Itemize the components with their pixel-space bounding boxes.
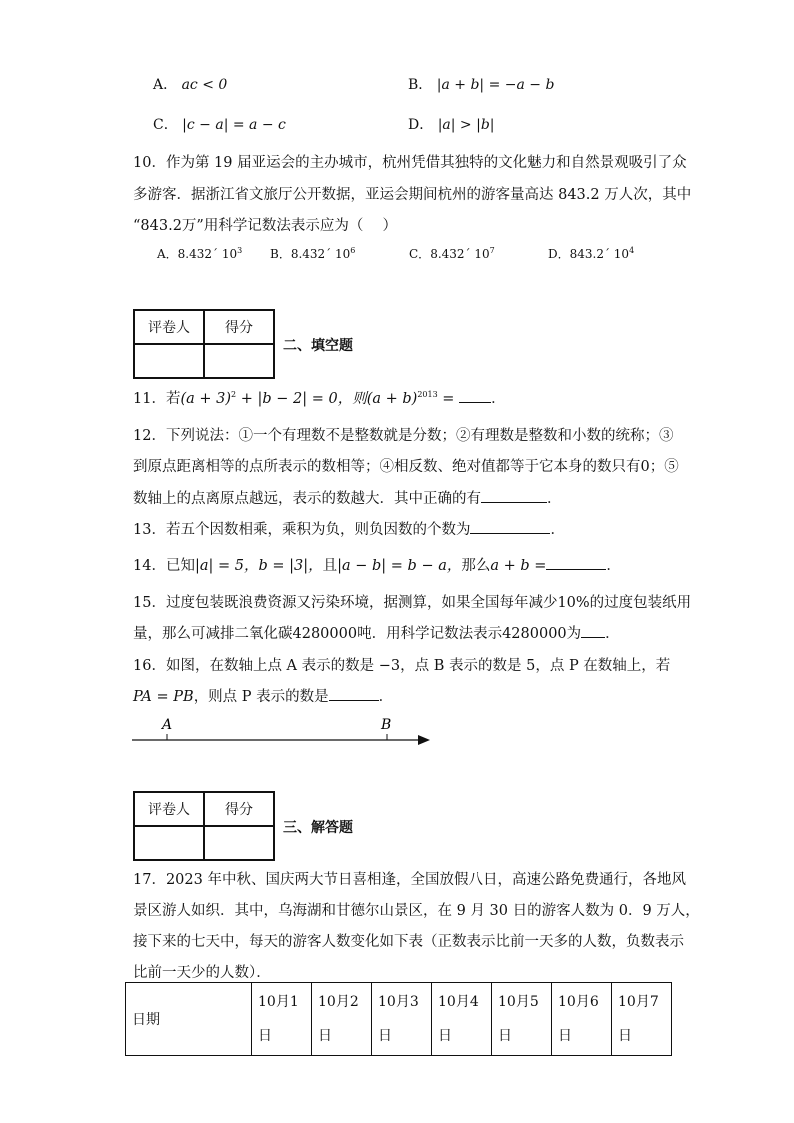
table-header-date: 日期 <box>126 983 252 1056</box>
q12-line1: 12．下列说法：①一个有理数不是整数就是分数；②有理数是整数和小数的统称；③ <box>133 428 674 444</box>
option-exp: 6 <box>350 246 356 255</box>
q11-expr2: + |b − 2| = 0，则 <box>236 391 367 407</box>
option-base: 8.432´ 10 <box>430 247 490 261</box>
q10-line3: “843.2万”用科学记数法表示应为（ ） <box>133 218 397 234</box>
q12-line3-text: 数轴上的点离原点越远，表示的数越大．其中正确的有 <box>133 491 481 507</box>
table-cell-date <box>252 983 312 1056</box>
date-bottom: 日 <box>438 1028 452 1044</box>
q13-text: 13．若五个因数相乘，乘积为负，则负因数的个数为 <box>133 522 471 538</box>
score-label: 得分 <box>204 310 274 344</box>
answer-blank[interactable] <box>481 488 547 503</box>
q10-option-b <box>270 245 355 262</box>
answer-blank[interactable] <box>329 686 379 701</box>
q11-exp3: 2013 <box>417 390 438 400</box>
q15-line2: 量，那么可减排二氧化碳4280000吨．用科学记数法表示4280000为 ． <box>133 622 620 643</box>
answer-blank[interactable] <box>546 555 606 570</box>
section2-title: 二、填空题 <box>283 338 353 354</box>
date-bottom: 日 <box>318 1028 332 1044</box>
q17-line2: 景区游人如织．其中，乌海湖和甘德尔山景区，在 9 月 30 日的游客人数为 0．9 万人， <box>133 903 700 919</box>
score-label: 得分 <box>204 792 274 826</box>
q17-line1: 17．2023 年中秋、国庆两大节日喜相逢，全国放假八日，高速公路免费通行，各地风 <box>133 872 686 888</box>
reviewer-label: 评卷人 <box>134 792 204 826</box>
q11-exp1: 2 <box>231 390 237 400</box>
q17-line4: 比前一天少的人数）． <box>133 965 271 981</box>
q11-suffix: = <box>437 391 460 407</box>
number-line-arrow <box>418 735 430 745</box>
q16-line2: PA = PB，则点 P 表示的数是 ． <box>133 685 393 706</box>
q15-line1: 15．过度包装既浪费资源又污染环境，据测算，如果全国每年减少10%的过度包装纸用 <box>133 595 692 611</box>
option-label: C． <box>409 247 431 261</box>
q9-option-c <box>153 114 286 134</box>
q12-line2: 到原点距离相等的点所表示的数相等；④相反数、绝对值都等于它本身的数只有0；⑤ <box>133 459 679 475</box>
q16-line1: 16．如图，在数轴上点 A 表示的数是 −3，点 B 表示的数是 5，点 P 在数轴上，若 <box>133 658 671 674</box>
table-cell-date <box>492 983 552 1056</box>
table-cell-date <box>552 983 612 1056</box>
answer-blank[interactable] <box>581 623 605 638</box>
option-label: B． <box>270 247 291 261</box>
date-bottom: 日 <box>258 1028 272 1044</box>
table-cell-date <box>612 983 672 1056</box>
q17-line3: 接下来的七天中，每天的游客人数变化如下表（正数表示比前一天多的人数，负数表示 <box>133 934 684 950</box>
option-expr: |a| > |b| <box>437 117 495 133</box>
q11: 11．若$(a + 3)^2 + |b - 2| = 0$，则$(a + b)^{2013}$ = ． <box>133 387 506 408</box>
q14-e4: a + b = <box>490 558 547 574</box>
q9-option-a <box>153 74 227 94</box>
answer-blank[interactable] <box>470 519 550 534</box>
option-label: D． <box>548 247 570 261</box>
reviewer-cell[interactable] <box>134 826 204 860</box>
option-expr: |a + b| = −a − b <box>436 77 555 93</box>
date-bottom: 日 <box>558 1028 572 1044</box>
option-label: B． <box>408 77 433 93</box>
q11-prefix: 11．若 <box>133 391 181 407</box>
section3-title: 三、解答题 <box>283 820 353 836</box>
q9-option-d <box>408 114 495 134</box>
table-cell-date <box>432 983 492 1056</box>
date-top: 10月6 <box>558 994 599 1010</box>
option-label: A． <box>157 247 178 261</box>
q14-mid: 且 <box>322 558 338 574</box>
q16-condition: PA = PB <box>133 689 194 705</box>
score-box-section3 <box>133 791 275 861</box>
option-exp: 4 <box>629 246 635 255</box>
answer-blank[interactable] <box>459 388 491 403</box>
option-base: 8.432´ 10 <box>290 247 351 261</box>
reviewer-cell[interactable] <box>134 344 204 378</box>
q10-option-c <box>409 245 495 262</box>
q9-option-b <box>408 74 554 94</box>
q11-expr3: (a + b) <box>366 391 418 407</box>
q10-option-d <box>548 245 634 262</box>
q14-then: 那么 <box>461 558 491 574</box>
q11-expr1: (a + 3) <box>180 391 232 407</box>
q10-line1: 10．作为第 19 届亚运会的主办城市，杭州凭借其独特的文化魅力和自然景观吸引了众 <box>133 155 687 171</box>
q14: 14．已知|a| = 5，b = |3|，且|a − b| = b − a，那么a + b = ． <box>133 554 621 575</box>
q13: 13．若五个因数相乘，乘积为负，则负因数的个数为 ． <box>133 518 565 539</box>
option-label: D． <box>408 117 434 133</box>
score-cell[interactable] <box>204 344 274 378</box>
point-b-label: B <box>381 717 392 733</box>
q15-line2-text: 量，那么可减排二氧化碳4280000吨．用科学记数法表示4280000为 <box>133 626 582 642</box>
table-cell-date <box>372 983 432 1056</box>
visitor-change-table <box>125 982 672 1056</box>
number-line-figure <box>130 715 440 755</box>
option-label: C． <box>153 117 178 133</box>
date-top: 10月4 <box>438 994 479 1010</box>
date-top: 10月2 <box>318 994 359 1010</box>
date-bottom: 日 <box>498 1028 512 1044</box>
option-expr: |c − a| = a − c <box>182 117 286 133</box>
date-bottom: 日 <box>618 1028 632 1044</box>
q16-line2-text: ，则点 P 表示的数是 <box>193 689 329 705</box>
option-exp: 7 <box>489 246 495 255</box>
option-exp: 3 <box>237 246 243 255</box>
table-cell-date <box>312 983 372 1056</box>
q10-option-a <box>157 245 242 262</box>
date-top: 10月1 <box>258 994 299 1010</box>
option-label: A． <box>153 77 178 93</box>
date-top: 10月5 <box>498 994 539 1010</box>
date-top: 10月7 <box>618 994 659 1010</box>
reviewer-label: 评卷人 <box>134 310 204 344</box>
date-bottom: 日 <box>378 1028 392 1044</box>
point-a-label: A <box>162 717 173 733</box>
q14-prefix: 14．已知 <box>133 558 195 574</box>
option-base: 8.432´ 10 <box>177 247 238 261</box>
table-row <box>126 983 672 1056</box>
date-top: 10月3 <box>378 994 419 1010</box>
q10-line2: 多游客．据浙江省文旅厅公开数据，亚运会期间杭州的游客量高达 843.2 万人次，其中 <box>133 187 692 203</box>
q14-e3: |a − b| = b − a， <box>337 558 462 574</box>
score-cell[interactable] <box>204 826 274 860</box>
q14-e2: b = |3|， <box>258 558 323 574</box>
q14-e1: |a| = 5， <box>194 558 259 574</box>
option-base: 843.2´ 10 <box>569 247 630 261</box>
q12-line3: 数轴上的点离原点越远，表示的数越大．其中正确的有 ． <box>133 487 562 508</box>
score-box-section2 <box>133 309 275 379</box>
option-expr: ac < 0 <box>181 77 228 93</box>
